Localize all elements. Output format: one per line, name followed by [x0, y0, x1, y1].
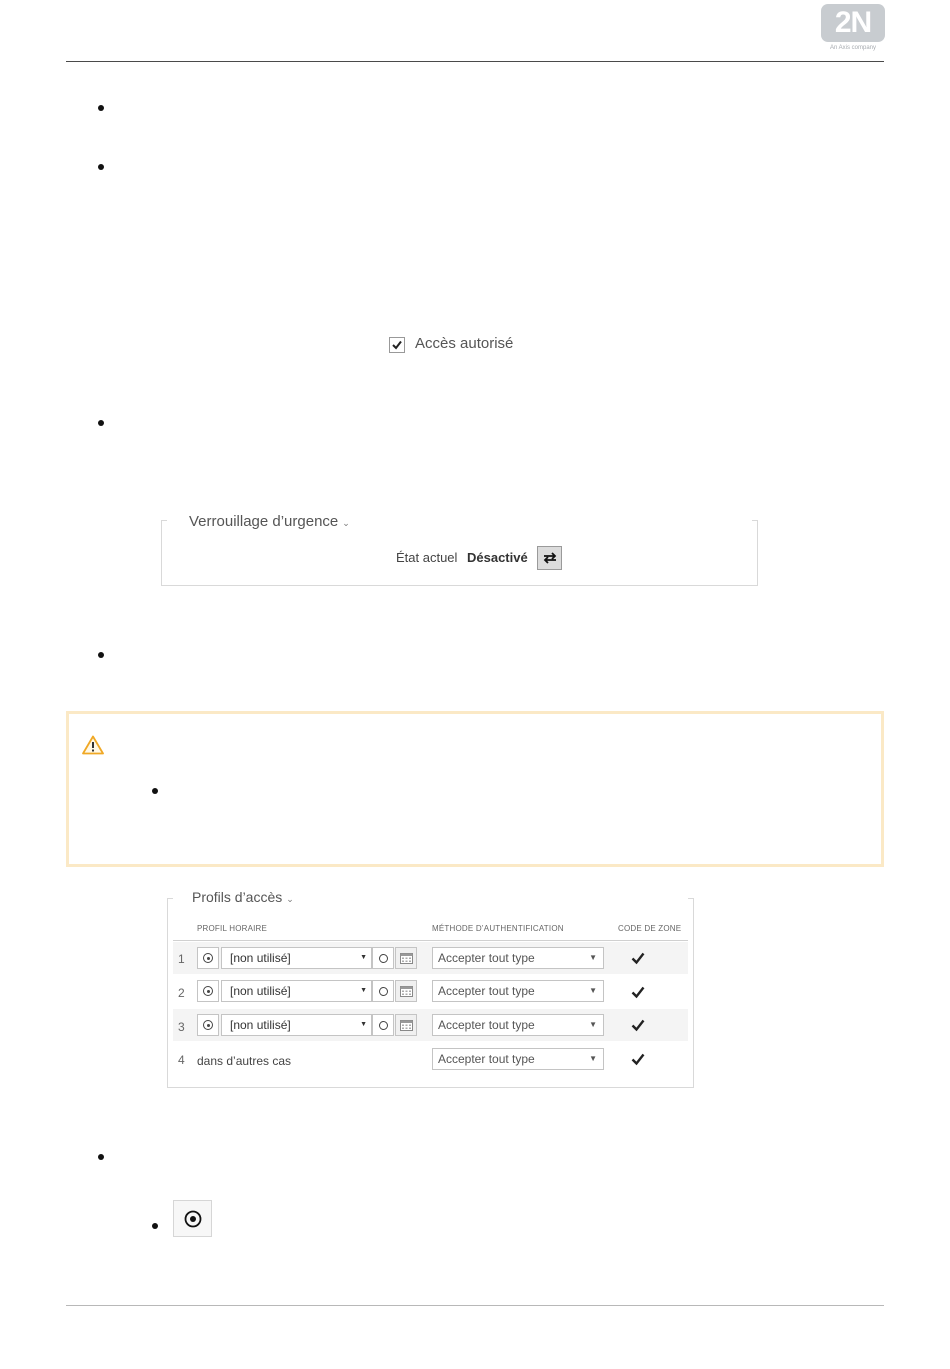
calendar-icon	[400, 1019, 413, 1031]
bullet-5	[98, 1154, 104, 1160]
chevron-down-icon: ⌄	[342, 518, 350, 528]
row-2-profile-radio[interactable]	[197, 980, 219, 1002]
access-granted-checkbox[interactable]	[389, 337, 405, 353]
row-1-auth-method-select[interactable]	[432, 947, 604, 969]
access-profiles-title[interactable]	[189, 888, 297, 908]
column-header-method: MÉTHODE D’AUTHENTIFICATION	[432, 924, 564, 933]
brand-tagline: An Axis company	[829, 45, 877, 51]
bullet-4	[98, 652, 104, 658]
row-3-calendar-button[interactable]	[395, 1014, 417, 1036]
column-header-profile: PROFIL HORAIRE	[197, 924, 268, 933]
emergency-lock-title[interactable]	[186, 513, 353, 532]
row-number: 1	[178, 952, 185, 966]
emergency-lock-title-text: Verrouillage d’urgence	[189, 513, 339, 530]
warning-triangle-icon	[82, 735, 104, 755]
radio-target-icon	[203, 986, 213, 996]
header-divider	[66, 61, 884, 62]
table-header-divider	[173, 940, 688, 941]
row-2-auth-method-select[interactable]	[432, 980, 604, 1002]
warning-box	[66, 711, 884, 867]
chevron-down-icon: ⌄	[286, 894, 294, 904]
radio-target-icon	[203, 1020, 213, 1030]
row-number: 2	[178, 986, 185, 1000]
row-1-calendar-button[interactable]	[395, 947, 417, 969]
brand-logo: 2N	[821, 4, 885, 42]
row-2-circle-button[interactable]	[372, 980, 394, 1002]
access-granted-label: Accès autorisé	[415, 335, 514, 352]
caret-down-icon: ▼	[360, 954, 367, 961]
row-3-profile-value: [non utilisé]	[230, 1018, 291, 1032]
row-4-zone-code-check-icon[interactable]	[631, 1052, 645, 1066]
radio-target-icon	[203, 953, 213, 963]
row-3-profile-select[interactable]	[221, 1014, 372, 1036]
current-state-value: Désactivé	[467, 550, 528, 565]
bullet-3	[98, 420, 104, 426]
row-3-zone-code-check-icon[interactable]	[631, 1018, 645, 1032]
row-2-auth-method-value: Accepter tout type	[438, 984, 535, 998]
warning-bullet	[152, 788, 158, 794]
row-4-auth-method-select[interactable]	[432, 1048, 604, 1070]
caret-down-icon: ▼	[589, 1020, 597, 1029]
radio-target-icon	[184, 1210, 202, 1228]
circle-icon	[379, 987, 388, 996]
caret-down-icon: ▼	[589, 1054, 597, 1063]
caret-down-icon: ▼	[360, 987, 367, 994]
circle-icon	[379, 1021, 388, 1030]
row-3-auth-method-value: Accepter tout type	[438, 1018, 535, 1032]
panel-edge-right-2	[688, 898, 694, 899]
radio-target-icon-sample	[173, 1200, 212, 1237]
toggle-emergency-lock-button[interactable]	[537, 546, 562, 570]
panel-edge-left	[161, 520, 167, 521]
column-header-zone: CODE DE ZONE	[618, 924, 682, 933]
row-2-calendar-button[interactable]	[395, 980, 417, 1002]
circle-icon	[379, 954, 388, 963]
row-3-auth-method-select[interactable]	[432, 1014, 604, 1036]
row-4-auth-method-value: Accepter tout type	[438, 1052, 535, 1066]
panel-edge-right	[752, 520, 758, 521]
caret-down-icon: ▼	[360, 1021, 367, 1028]
other-cases-label: dans d’autres cas	[197, 1054, 292, 1068]
bullet-1	[98, 105, 104, 111]
bullet-6	[152, 1223, 158, 1229]
bullet-2	[98, 164, 104, 170]
row-1-profile-value: [non utilisé]	[230, 951, 291, 965]
swap-arrows-icon	[542, 551, 558, 565]
row-1-profile-radio[interactable]	[197, 947, 219, 969]
row-1-circle-button[interactable]	[372, 947, 394, 969]
footer-divider	[66, 1305, 884, 1306]
current-state-label: État actuel	[396, 550, 458, 565]
access-profiles-title-text: Profils d’accès	[192, 889, 283, 905]
row-2-zone-code-check-icon[interactable]	[631, 985, 645, 999]
row-number: 3	[178, 1020, 185, 1034]
calendar-icon	[400, 952, 413, 964]
row-number: 4	[178, 1053, 185, 1067]
caret-down-icon: ▼	[589, 953, 597, 962]
calendar-icon	[400, 985, 413, 997]
check-icon	[392, 340, 402, 350]
row-3-profile-radio[interactable]	[197, 1014, 219, 1036]
row-3-circle-button[interactable]	[372, 1014, 394, 1036]
caret-down-icon: ▼	[589, 986, 597, 995]
row-1-zone-code-check-icon[interactable]	[631, 951, 645, 965]
row-2-profile-value: [non utilisé]	[230, 984, 291, 998]
row-2-profile-select[interactable]	[221, 980, 372, 1002]
row-1-auth-method-value: Accepter tout type	[438, 951, 535, 965]
row-1-profile-select[interactable]	[221, 947, 372, 969]
panel-edge-left-2	[167, 898, 173, 899]
